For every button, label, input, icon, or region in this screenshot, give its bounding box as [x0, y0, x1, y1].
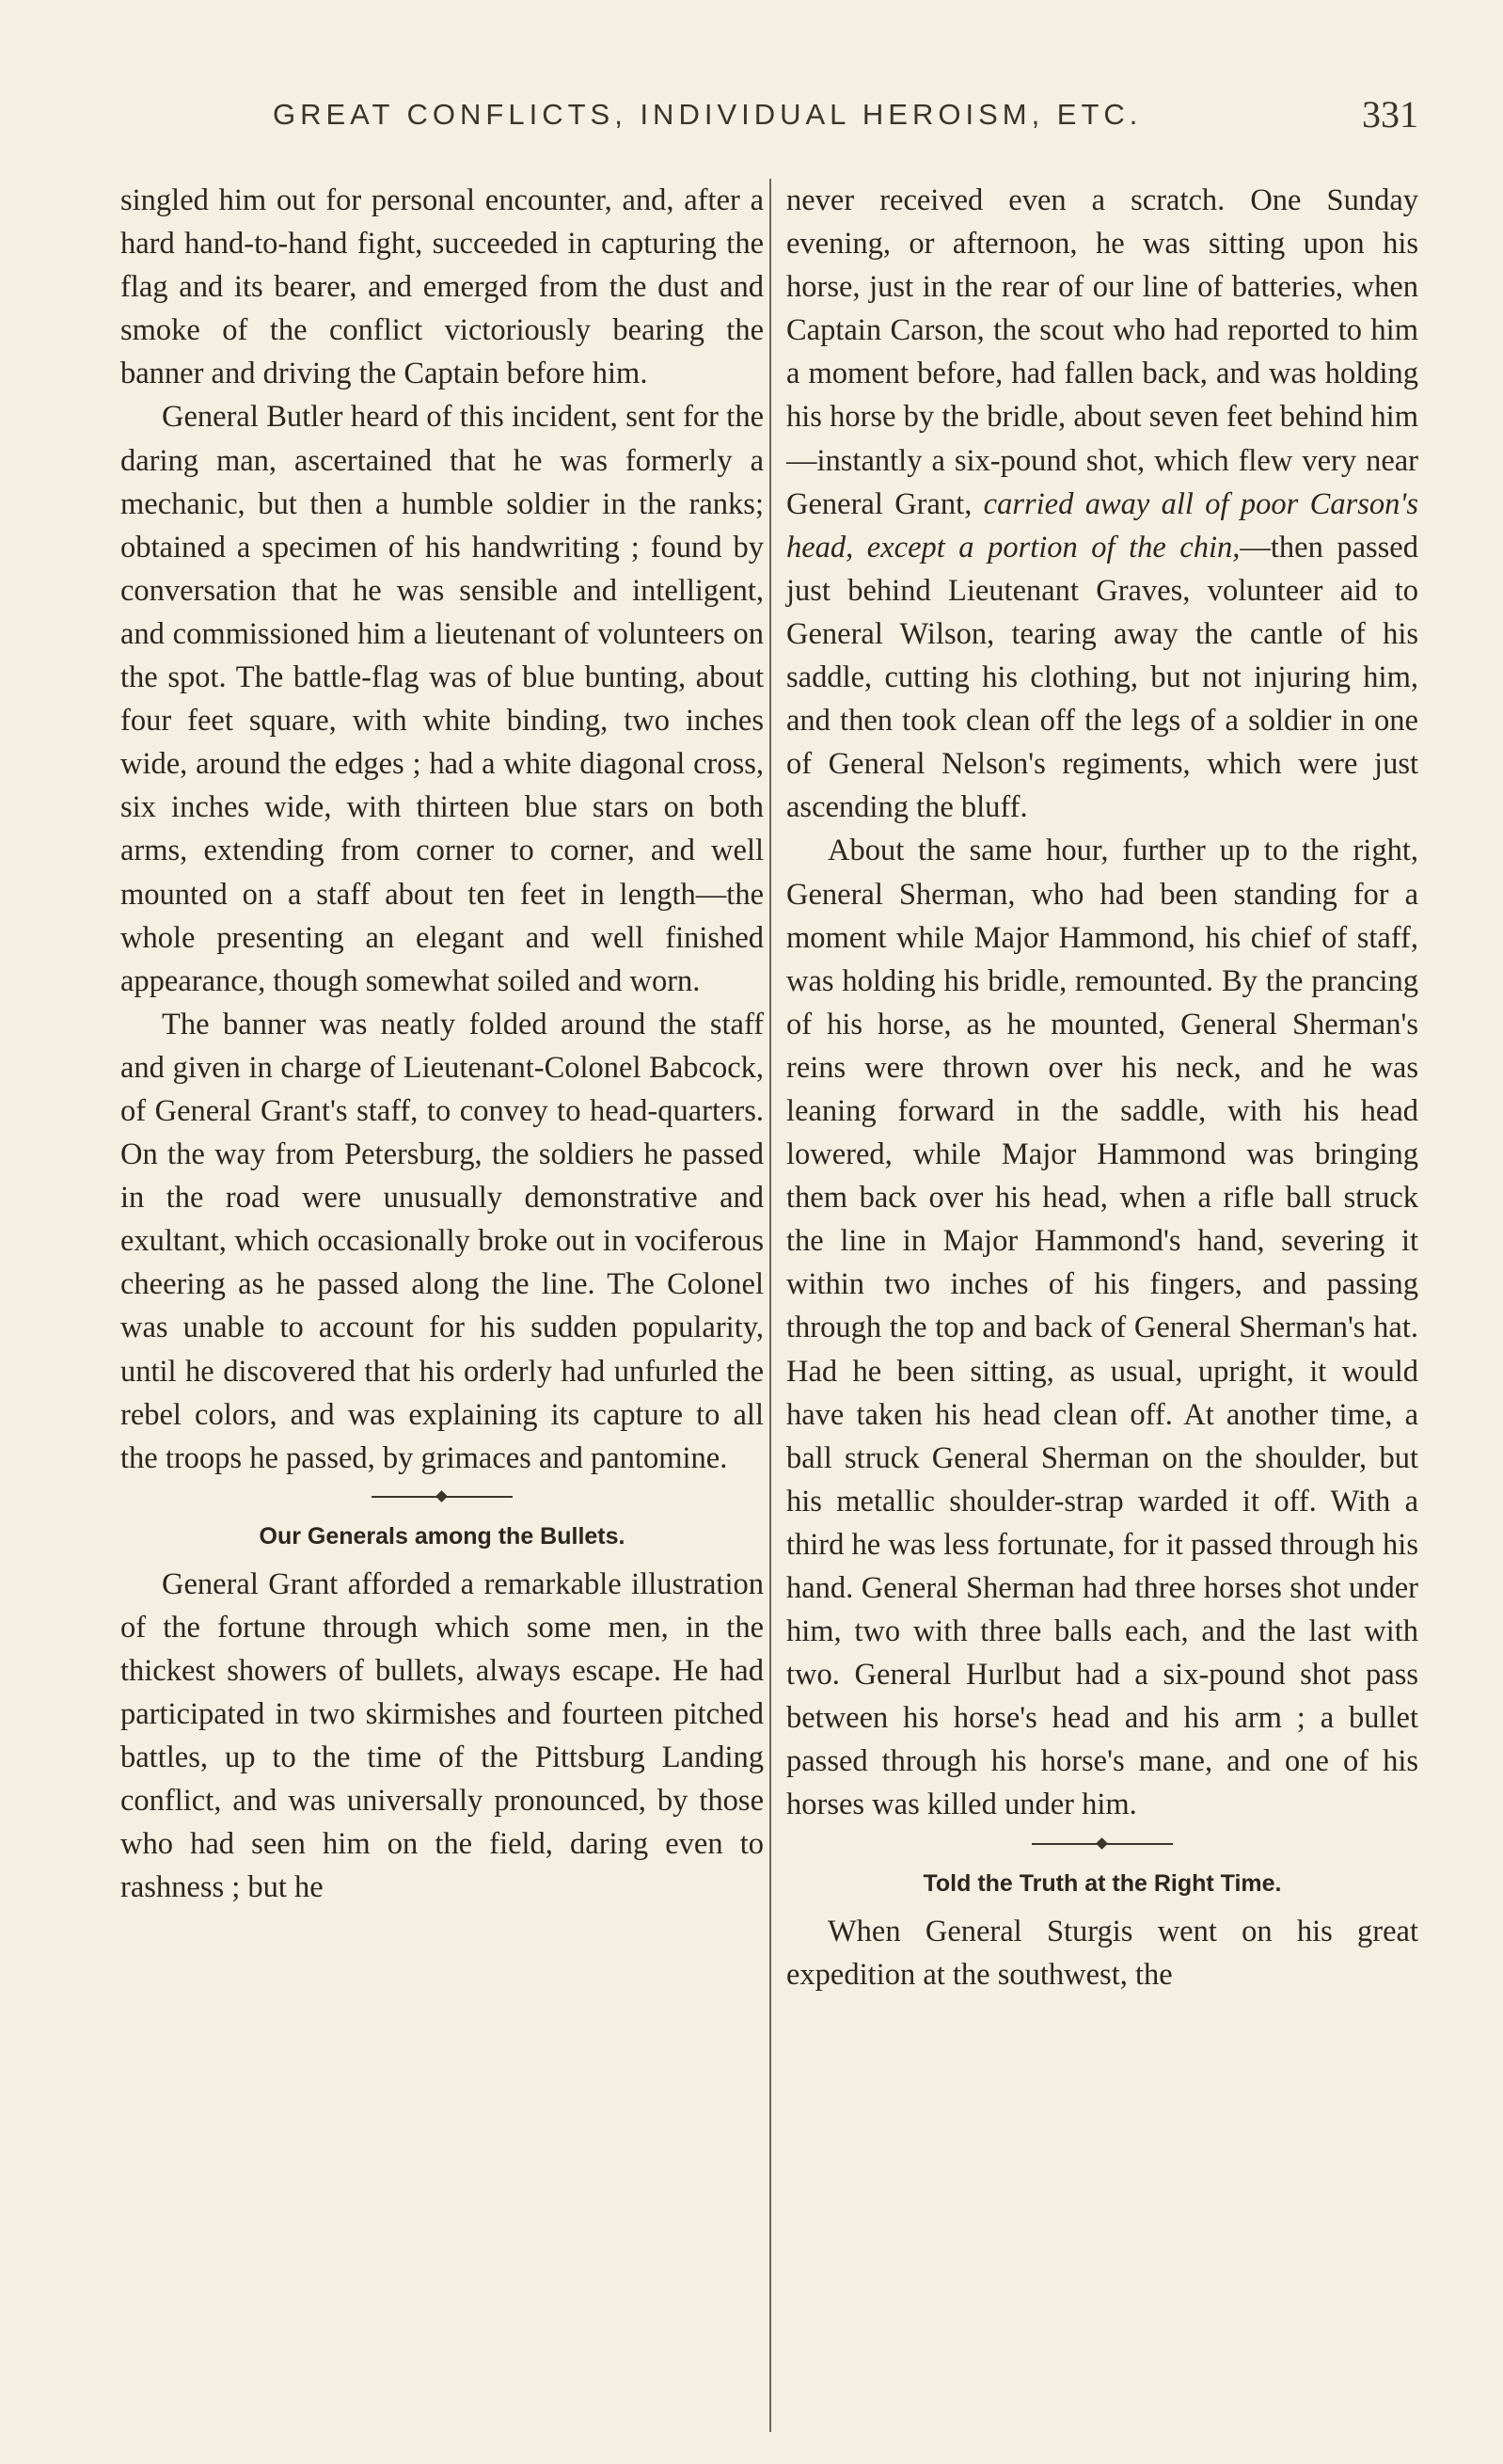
paragraph: singled him out for personal encounter, and, after a hard hand-to-hand fight, succeeded in capturing the flag and its bearer, and emerged from the dust and smoke of the conflict victoriously bearing the banner and driving the Captain before him.	[120, 183, 764, 391]
left-column	[120, 179, 764, 1910]
paragraph: General Butler heard of this incident, sent for the daring man, ascertained that he was formerly a mechanic, but then a humble soldier in the ranks; obtained a specimen of his handwriting ; found by conversation that he was sensible and intelligent, and commissioned him a lieutenant of volunteers on the spot. The battle-flag was of blue bunting, about four feet square, with white binding, two inches wide, around the edges ; had a white diagonal cross, six inches wide, with thirteen blue stars on both arms, extending from corner to corner, and well mounted on a staff about ten feet in length—the whole presenting an elegant and well finished appearance, though somewhat soiled and worn.	[120, 400, 764, 998]
paragraph: The banner was neatly folded around the staff and given in charge of Lieutenant-Colonel Babcock, of General Grant's staff, to convey to head-quarters. On the way from Petersburg, the soldiers he passed in the road were unusually demonstrative and exultant, which occasionally broke out in vociferous cheering as he passed along the line. The Colonel was unable to account for his sudden popularity, until he discovered that his orderly had unfurled the rebel colors, and was explaining its capture to all the troops he passed, by grimaces and pantomine.	[120, 1007, 764, 1475]
paragraph: About the same hour, further up to the right, General Sherman, who had been standing for a moment while Major Hammond, his chief of staff, was holding his bridle, remounted. By the prancing of his horse, as he mounted, General Sherman's reins were thrown over his neck, and he was leaning forward in the saddle, with his head lowered, while Major Hammond was bringing them back over his head, when a rifle ball struck the line in Major Hammond's hand, severing it within two inches of his fingers, and passing through the top and back of General Sherman's hat. Had he been sitting, as usual, upright, it would have taken his head clean off. At another time, a ball struck General Sherman on the shoulder, but his metallic shoulder-strap warded it off. With a third he was less fortunate, for it passed through his hand. General Sherman had three horses shot under him, two with three balls each, and the last with two. General Hurlbut had a six-pound shot pass between his horse's head and his arm ; a bullet passed through his horse's mane, and one of his horses was killed under him.	[786, 834, 1418, 1822]
right-column	[786, 179, 1418, 1996]
paragraph: General Grant afforded a remarkable illustration of the fortune through which some men, in the thickest showers of bullets, always escape. He had participated in two skirmishes and fourteen pitched battles, up to the time of the Pittsburg Landing conflict, and was universally pronounced, by those who had seen him on the field, daring even to rashness ; but he	[120, 1566, 764, 1905]
section-heading: Our Generals among the Bullets.	[259, 1522, 625, 1550]
paragraph	[786, 179, 1418, 829]
italic-text-run: carried away all of poor Carson's head, except a portion of the chin,	[786, 486, 1418, 564]
column-rule	[769, 179, 771, 2432]
section-divider	[1032, 1835, 1173, 1853]
paragraph: When General Sturgis went on his great expedition at the southwest, the	[786, 1914, 1418, 1992]
page-number: 331	[1362, 93, 1418, 135]
section-heading: Told the Truth at the Right Time.	[923, 1869, 1282, 1897]
running-title: GREAT CONFLICTS, INDIVIDUAL HEROISM, ETC.	[273, 98, 1143, 131]
text-run: —then passed just behind Lieutenant Graves, volunteer aid to General Wilson, tearing away the cantle of his saddle, cutting his clothing, but not injuring him, and then took clean off the legs of a soldier in one of General Nelson's regiments, which were just ascending the bluff.	[786, 530, 1418, 825]
section-divider	[372, 1487, 513, 1506]
text-run: never received even a scratch. One Sunday evening, or afternoon, he was sitting upon his horse, just in the rear of our line of batteries, when Captain Carson, the scout who had reported to him a moment before, had fallen back, and was holding his horse by the bridle, about seven feet behind him—instantly a six-pound shot, which flew very near General Grant,	[786, 183, 1418, 521]
